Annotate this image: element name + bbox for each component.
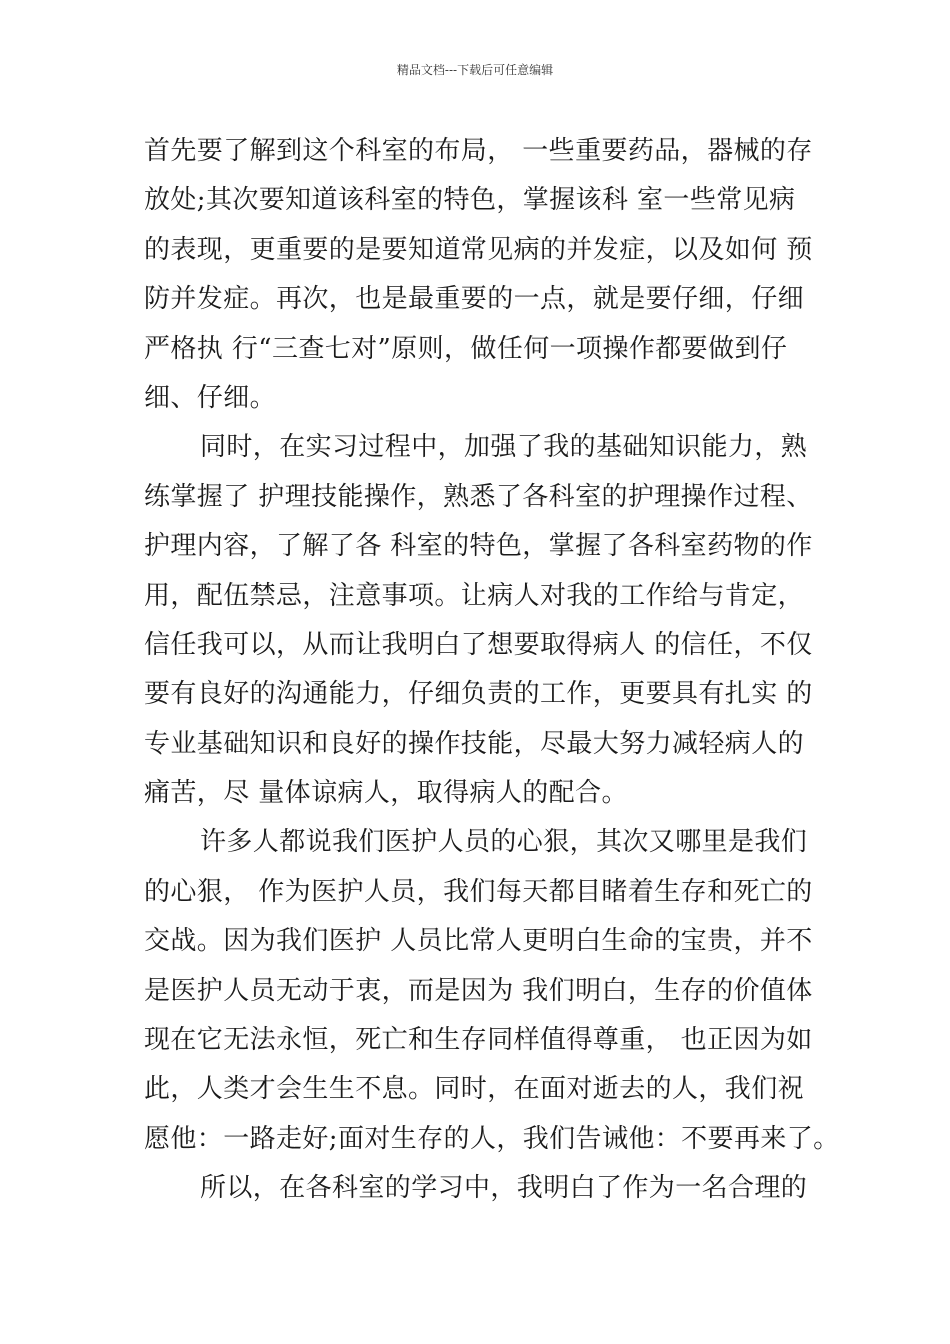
text-line: 放处;其次要知道该科室的特色，掌握该科 室一些常见病 [144,185,796,216]
text-line: 防并发症。再次，也是最重要的一点，就是要仔细，仔细 [144,284,805,315]
page-header: 精品文档---下载后可任意编辑 [396,63,554,77]
text-line: 所以，在各科室的学习中，我明白了作为一名合理的 [200,1173,808,1204]
paragraph-2 [144,423,813,818]
text-line: 专业基础知识和良好的操作技能，尽最大努力减轻病人的 [144,728,805,759]
text-line: 同时，在实习过程中，加强了我的基础知识能力，熟 [200,432,808,463]
text-line: 许多人都说我们医护人员的心狠，其次又哪里是我们 [200,827,808,858]
text-line: 愿他：一路走好;面对生存的人，我们告诫他：不要再来了。 [144,1123,840,1154]
paragraph-3 [144,818,840,1164]
text-line: 练掌握了 护理技能操作，熟悉了各科室的护理操作过程、 [144,481,813,512]
text-line: 的表现，更重要的是要知道常见病的并发症，以及如何 预 [144,234,813,265]
text-line: 信任我可以，从而让我明白了想要取得病人 的信任，不仅 [144,629,813,660]
text-line: 的心狠， 作为医护人员，我们每天都目睹着生存和死亡的 [144,876,813,907]
text-line: 现在它无法永恒，死亡和生存同样值得尊重， 也正因为如 [144,1025,813,1056]
text-line: 要有良好的沟通能力，仔细负责的工作，更要具有扎实 的 [144,679,813,710]
paragraph-1 [144,127,813,423]
text-line: 痛苦，尽 量体谅病人，取得病人的配合。 [144,778,628,809]
text-line: 交战。因为我们医护 人员比常人更明白生命的宝贵，并不 [144,926,813,957]
text-line: 细、仔细。 [144,382,277,413]
text-line: 严格执 行“三查七对”原则，做任何一项操作都要做到仔 [144,333,788,364]
text-line: 首先要了解到这个科室的布局， 一些重要药品，器械的存 [144,136,813,166]
text-line: 是医护人员无动于衷，而是因为 我们明白，生存的价值体 [144,975,813,1006]
paragraph-4 [144,1164,808,1213]
document-body [144,127,840,1214]
text-line: 此，人类才会生生不息。同时，在面对逝去的人，我们祝 [144,1074,805,1105]
text-line: 用，配伍禁忌，注意事项。让病人对我的工作给与肯定， [144,580,805,611]
text-line: 护理内容，了解了各 科室的特色，掌握了各科室药物的作 [144,531,813,562]
